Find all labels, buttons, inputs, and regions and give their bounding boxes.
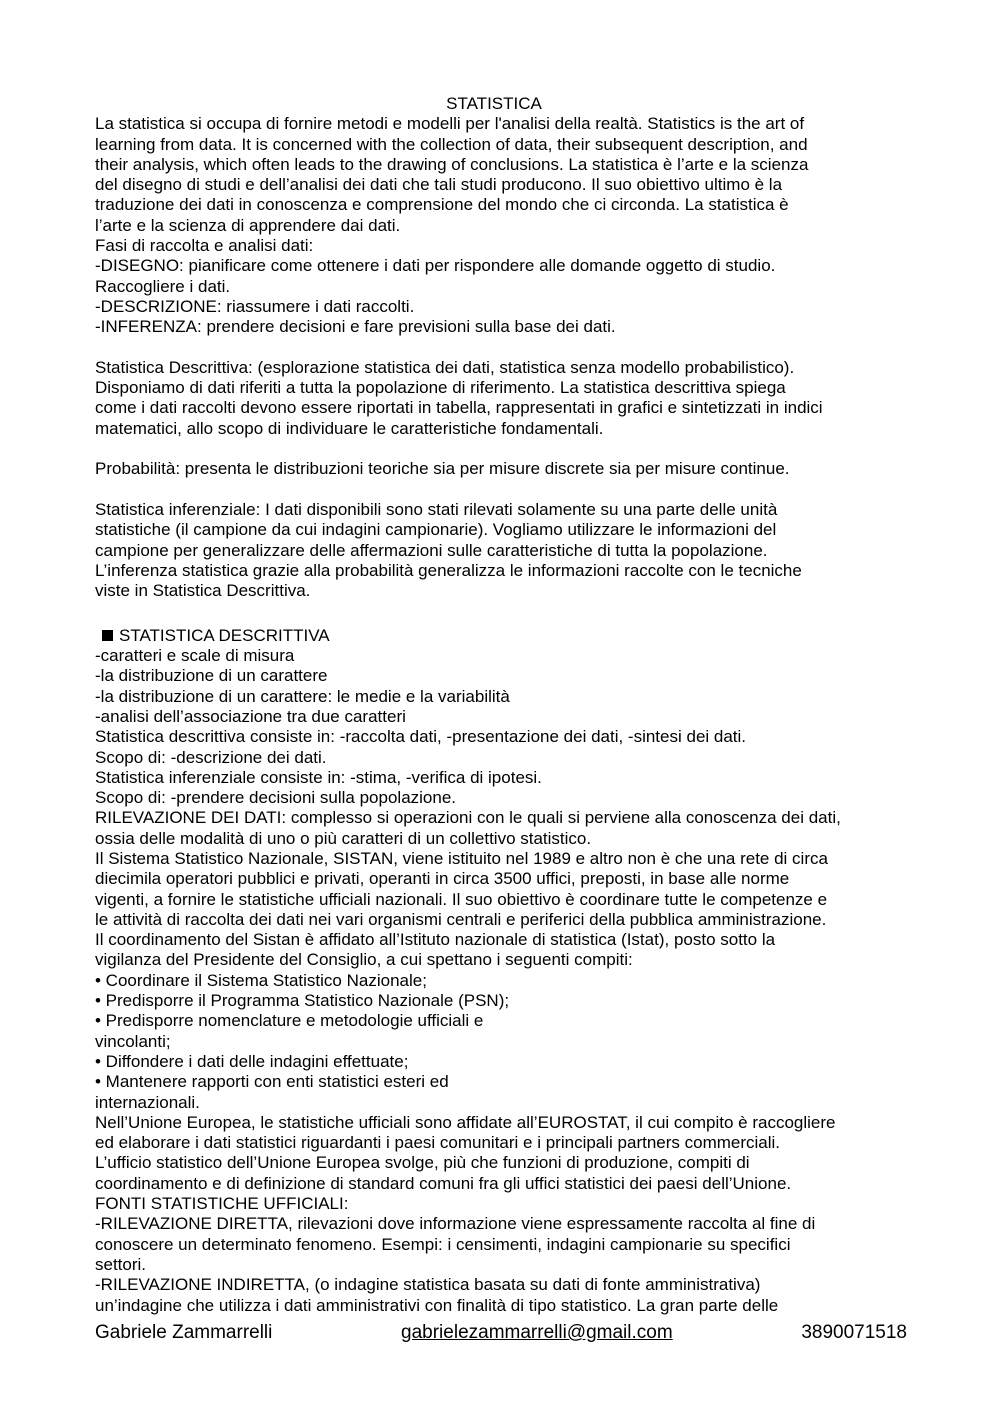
text-line: Il Sistema Statistico Nazionale, SISTAN, viene istituito nel 1989 e altro non è che una rete di circa bbox=[95, 848, 828, 868]
paragraph-gap bbox=[95, 480, 915, 500]
footer-author: Gabriele Zammarrelli bbox=[95, 1322, 273, 1343]
text-line: come i dati raccolti devono essere riportati in tabella, rappresentati in grafici e sintetizzati in indici bbox=[95, 398, 823, 418]
text-line: Probabilità: presenta le distribuzioni teoriche sia per misure discrete sia per misure continue. bbox=[95, 459, 790, 479]
square-bullet-icon bbox=[102, 630, 113, 641]
page-footer bbox=[95, 1321, 907, 1345]
text-line: Fasi di raccolta e analisi dati: bbox=[95, 236, 314, 256]
text-line: ed elaborare i dati statistici riguardanti i paesi comunitari e i principali partners commerciali. bbox=[95, 1133, 781, 1153]
text-line: ossia delle modalità di uno o più caratteri di un collettivo statistico. bbox=[95, 828, 592, 848]
text-line: -la distribuzione di un carattere bbox=[95, 666, 328, 686]
footer-phone: 3890071518 bbox=[801, 1322, 907, 1343]
text-line: • Predisporre nomenclature e metodologie ufficiali e bbox=[95, 1011, 484, 1031]
text-line: l’arte e la scienza di apprendere dai dati. bbox=[95, 215, 401, 235]
text-line: matematici, allo scopo di individuare le caratteristiche fondamentali. bbox=[95, 418, 604, 438]
text-line: diecimila operatori pubblici e privati, operanti in circa 3500 uffici, preposti, in base alle norme bbox=[95, 869, 790, 889]
descrittiva-paragraph bbox=[95, 358, 915, 439]
text-line: L’ufficio statistico dell’Unione Europea svolge, più che funzioni di produzione, compiti di bbox=[95, 1153, 750, 1173]
text-line: Statistica inferenziale consiste in: -stima, -verifica di ipotesi. bbox=[95, 767, 542, 787]
text-line: vincolanti; bbox=[95, 1031, 171, 1051]
text-line: -INFERENZA: prendere decisioni e fare previsioni sulla base dei dati. bbox=[95, 317, 616, 337]
text-line: Statistica Descrittiva: (esplorazione statistica dei dati, statistica senza modello probabilistico). bbox=[95, 357, 795, 377]
text-line: campione per generalizzare delle affermazioni sulle caratteristiche di tutta la popolazione. bbox=[95, 540, 768, 560]
text-line: Raccogliere i dati. bbox=[95, 276, 231, 296]
footer-email-link[interactable]: gabrielezammarrelli@gmail.com bbox=[401, 1322, 673, 1343]
text-line: -caratteri e scale di misura bbox=[95, 646, 295, 666]
text-line: • Diffondere i dati delle indagini effettuate; bbox=[95, 1051, 409, 1071]
text-line: Scopo di: -descrizione dei dati. bbox=[95, 747, 327, 767]
text-line: learning from data. It is concerned with the collection of data, their subsequent description, and bbox=[95, 134, 808, 154]
text-line: Disponiamo di dati riferiti a tutta la popolazione di riferimento. La statistica descrittiva spiega bbox=[95, 378, 786, 398]
section-heading bbox=[95, 622, 915, 646]
paragraph-gap bbox=[95, 601, 915, 621]
text-line: traduzione dei dati in conoscenza e comprensione del mondo che ci circonda. La statistica è bbox=[95, 195, 789, 215]
probabilita-paragraph bbox=[95, 459, 915, 479]
text-line: • Coordinare il Sistema Statistico Nazionale; bbox=[95, 970, 427, 990]
text-line: vigilanza del Presidente del Consiglio, a cui spettano i seguenti compiti: bbox=[95, 950, 633, 970]
text-line: • Mantenere rapporti con enti statistici esteri ed bbox=[95, 1072, 449, 1092]
text-line: -RILEVAZIONE DIRETTA, rilevazioni dove informazione viene espressamente raccolta al fine di bbox=[95, 1214, 816, 1234]
paragraph-gap bbox=[95, 439, 915, 459]
inferenziale-paragraph bbox=[95, 500, 915, 601]
text-line: Scopo di: -prendere decisioni sulla popolazione. bbox=[95, 788, 457, 808]
text-line: -analisi dell’associazione tra due caratteri bbox=[95, 706, 406, 726]
document-title: STATISTICA bbox=[446, 94, 542, 113]
text-line: viste in Statistica Descrittiva. bbox=[95, 581, 311, 601]
text-line: FONTI STATISTICHE UFFICIALI: bbox=[95, 1194, 349, 1214]
text-line: vigenti, a fornire le statistiche ufficiali nazionali. Il suo obiettivo è coordinare tutte le competenze e bbox=[95, 889, 828, 909]
text-line: • Predisporre il Programma Statistico Nazionale (PSN); bbox=[95, 991, 510, 1011]
text-line: coordinamento e di definizione di standard comuni fra gli uffici statistici dei paesi dell’Unione. bbox=[95, 1173, 792, 1193]
text-line: Nell’Unione Europea, le statistiche ufficiali sono affidate all’EUROSTAT, il cui compito è raccogliere bbox=[95, 1112, 836, 1132]
section-body bbox=[95, 646, 915, 1316]
text-line: del disegno di studi e dell’analisi dei dati che tali studi producono. Il suo obiettivo ultimo è la bbox=[95, 175, 783, 195]
paragraph-gap bbox=[95, 338, 915, 358]
text-line: -RILEVAZIONE INDIRETTA, (o indagine statistica basata su dati di fonte amministrativa) bbox=[95, 1275, 761, 1295]
text-line: Statistica inferenziale: I dati disponibili sono stati rilevati solamente su una parte delle unità bbox=[95, 499, 778, 519]
text-line: -DESCRIZIONE: riassumere i dati raccolti. bbox=[95, 296, 415, 316]
text-line: -la distribuzione di un carattere: le medie e la variabilità bbox=[95, 686, 510, 706]
text-line: conoscere un determinato fenomeno. Esempi: i censimenti, indagini campionarie su specifici bbox=[95, 1234, 791, 1254]
intro-paragraph bbox=[95, 114, 915, 337]
text-line: le attività di raccolta dei dati nei vari organismi centrali e periferici della pubblica amministrazione. bbox=[95, 909, 827, 929]
text-line: statistiche (il campione da cui indagini campionarie). Vogliamo utilizzare le informazioni del bbox=[95, 520, 777, 540]
text-line: RILEVAZIONE DEI DATI: complesso si operazioni con le quali si perviene alla conoscenza dei dati, bbox=[95, 808, 841, 828]
text-line: their analysis, which often leads to the drawing of conclusions. La statistica è l’arte e la scienza bbox=[95, 154, 809, 174]
text-line: Statistica descrittiva consiste in: -raccolta dati, -presentazione dei dati, -sintesi dei dati. bbox=[95, 727, 747, 747]
section-heading-text: STATISTICA DESCRITTIVA bbox=[119, 625, 330, 645]
text-line: Il coordinamento del Sistan è affidato all’Istituto nazionale di statistica (Istat), posto sotto la bbox=[95, 930, 776, 950]
document-body bbox=[95, 94, 915, 1316]
text-line: -DISEGNO: pianificare come ottenere i dati per rispondere alle domande oggetto di studio. bbox=[95, 256, 776, 276]
text-line: internazionali. bbox=[95, 1092, 200, 1112]
text-line: La statistica si occupa di fornire metodi e modelli per l'analisi della realtà. Statistics is the art of bbox=[95, 114, 805, 134]
text-line: un’indagine che utilizza i dati amministrativi con finalità di tipo statistico. La gran parte delle bbox=[95, 1295, 779, 1315]
text-line: settori. bbox=[95, 1254, 147, 1274]
text-line: L’inferenza statistica grazie alla probabilità generalizza le informazioni raccolte con le tecniche bbox=[95, 560, 802, 580]
